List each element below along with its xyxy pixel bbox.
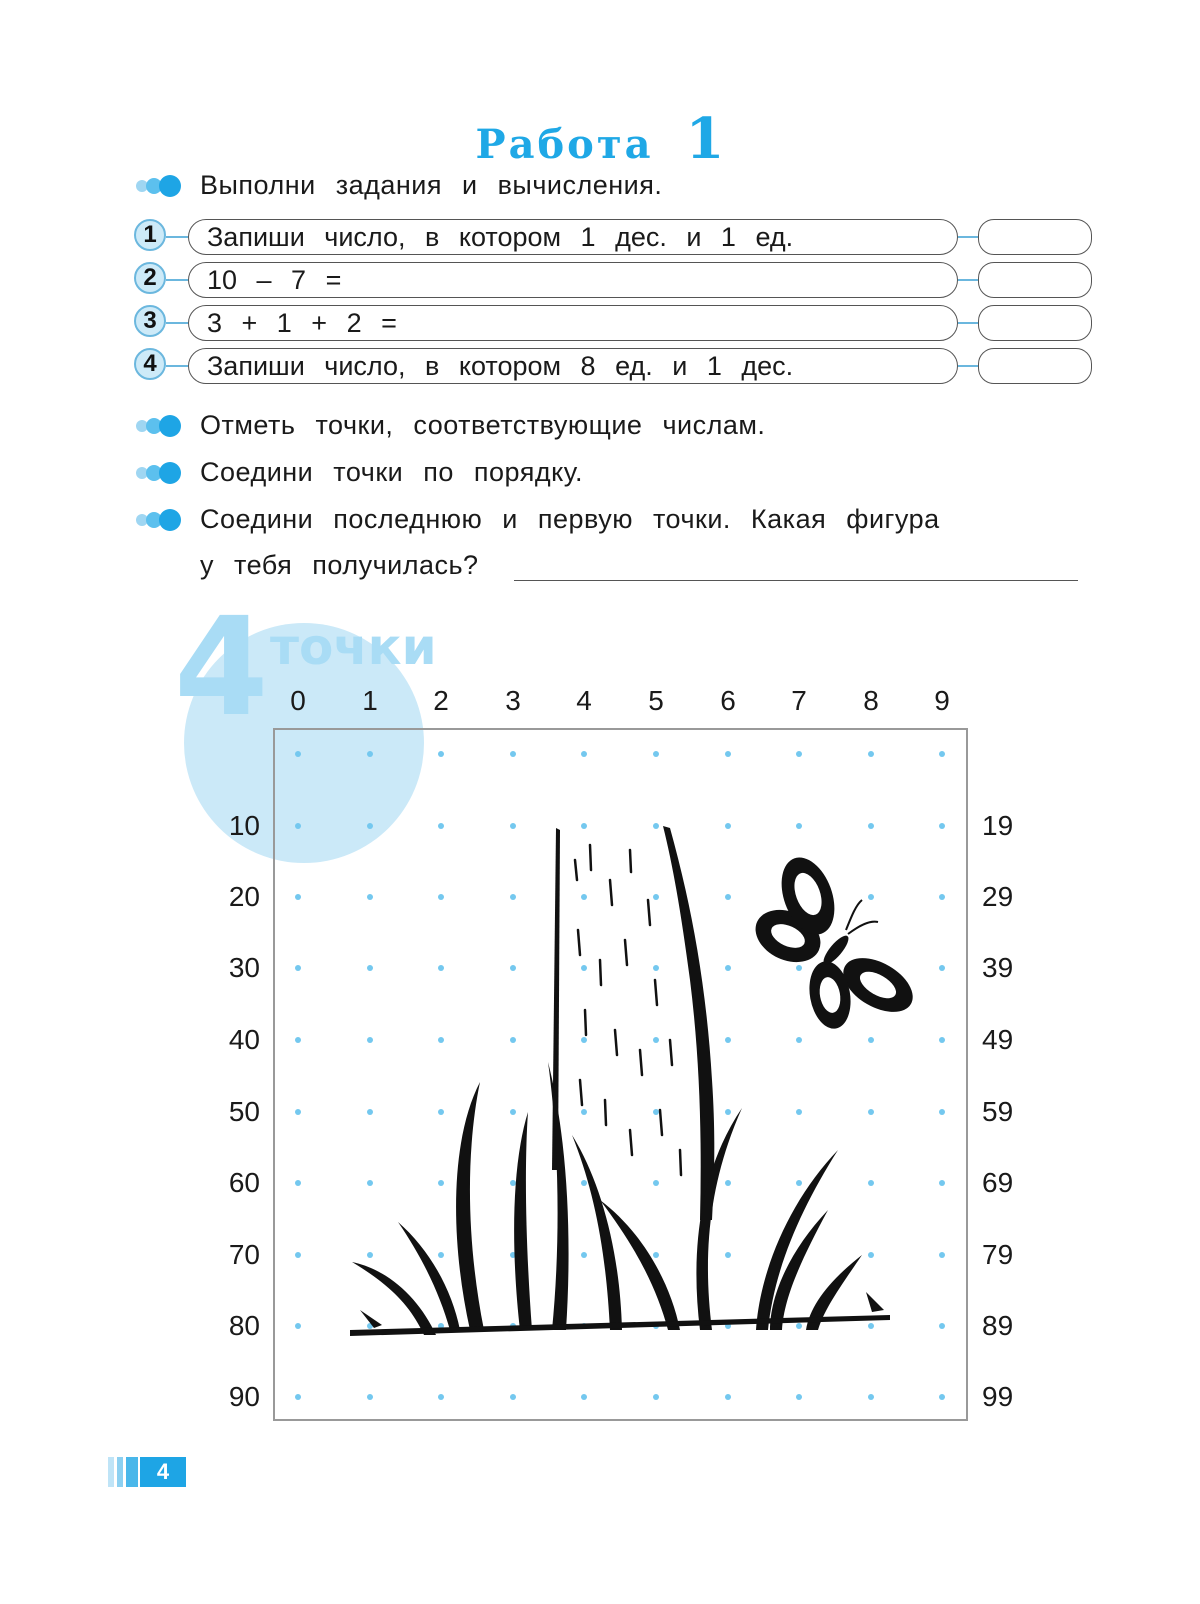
grid-top-label: 3 [505,685,521,716]
grid-right-label: 39 [982,952,1014,983]
instruction-mark-points-text: Отметь точки, соответствующие числам. [200,410,766,440]
grid-right-label: 59 [982,1096,1014,1127]
page-number-badge [108,1457,186,1487]
grid-left-label: 90 [228,1381,260,1412]
task-text: 3 + 1 + 2 = [188,305,958,341]
grass-icon [350,1062,890,1336]
grid-left-label: 60 [228,1167,260,1198]
badge-word: точки [270,618,437,676]
grid-top-label: 2 [433,685,449,716]
tree-trunk-icon [552,826,714,1220]
grid-top-label: 1 [362,685,378,716]
grid-left-label: 10 [228,810,260,841]
grid-top-label: 9 [934,685,950,716]
grid-left-label: 20 [228,881,260,912]
task-text: Запиши число, в котором 1 дес. и 1 ед. [188,219,958,255]
page-number: 4 [140,1457,186,1487]
grid-top-label: 6 [720,685,736,716]
grid-right-label: 69 [982,1167,1014,1198]
grid-top-label: 5 [648,685,664,716]
title-number: 1 [685,106,725,172]
task-number-badge: 2 [134,262,166,294]
grid-right-label: 99 [982,1381,1014,1412]
task-number-badge: 3 [134,305,166,337]
butterfly-icon [747,850,922,1032]
grid-top-label: 0 [290,685,306,716]
task-number-badge: 1 [134,219,166,251]
grid-left-label: 30 [228,952,260,983]
instruction-connect-points-text: Соедини точки по порядку. [200,457,583,487]
grid-left-label: 80 [228,1310,260,1341]
grid-left-label: 70 [228,1239,260,1270]
task-text: 10 – 7 = [188,262,958,298]
title-word: Работа [475,121,654,168]
task-text: Запиши число, в котором 8 ед. и 1 дес. [188,348,958,384]
task-number-badge: 4 [134,348,166,380]
grid-left-label: 40 [228,1024,260,1055]
instruction-question-line1: Соедини последнюю и первую точки. Какая фигура [200,504,940,534]
instruction-question-line2: у тебя получилась? [200,550,479,580]
grid-right-label: 19 [982,810,1014,841]
grid-right-label: 89 [982,1310,1014,1341]
grid-top-label: 4 [576,685,592,716]
grid-right-label: 49 [982,1024,1014,1055]
badge-number: 4 [174,589,269,747]
grid-right-label: 29 [982,881,1014,912]
grid-right-label: 79 [982,1239,1014,1270]
grid-left-label: 50 [228,1096,260,1127]
instruction-intro-text: Выполни задания и вычисления. [200,170,663,200]
grid-top-label: 7 [791,685,807,716]
grid-top-label: 8 [863,685,879,716]
